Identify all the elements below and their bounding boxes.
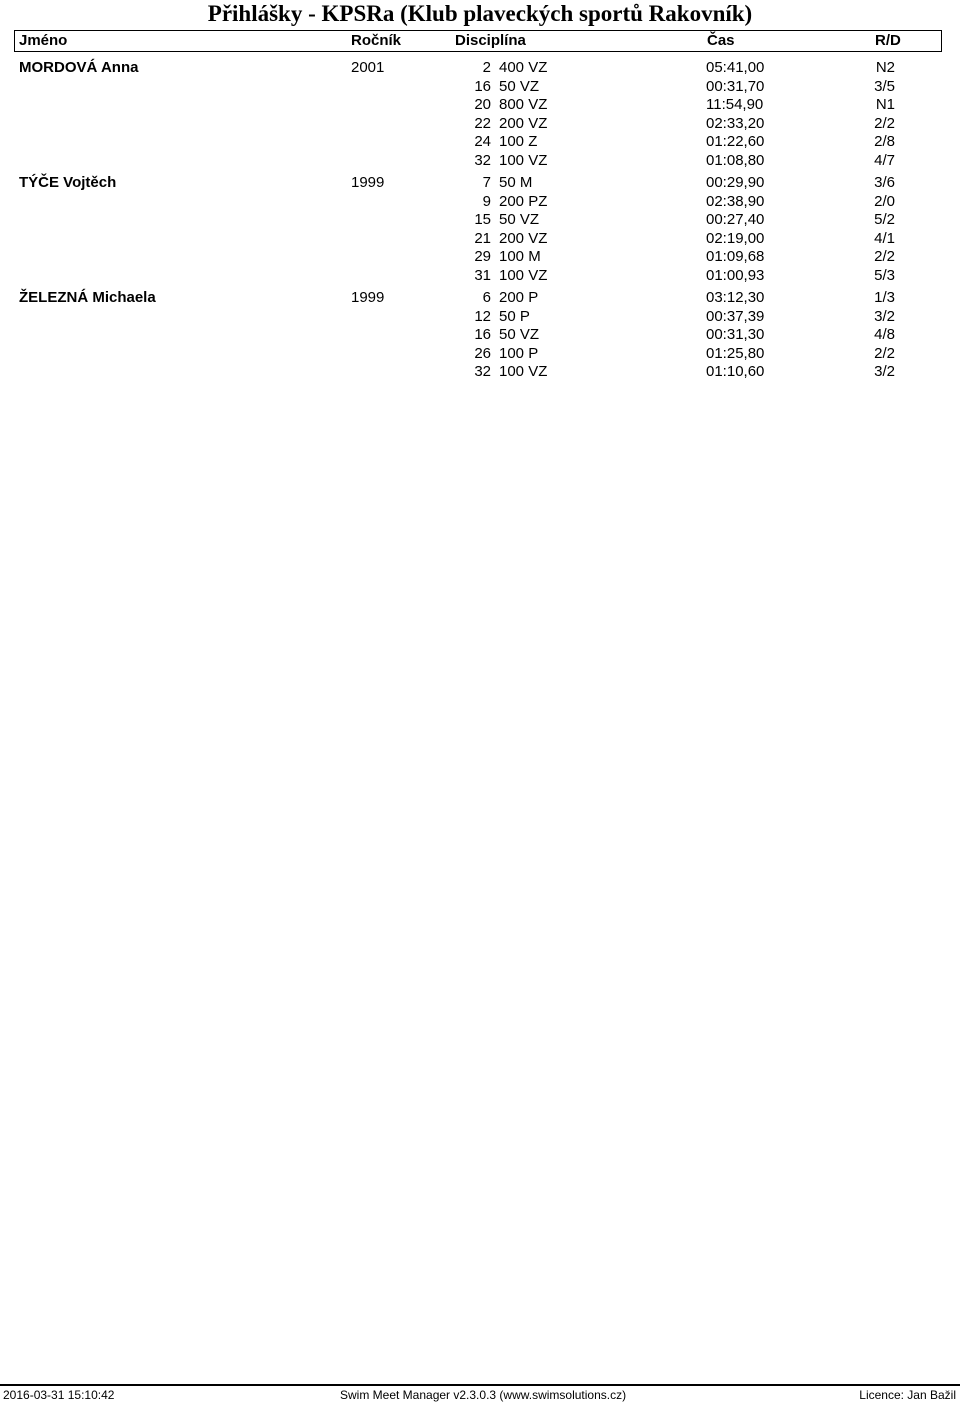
table-row [0, 230, 960, 249]
table-row [0, 59, 960, 78]
heat-lane: 4/7 [874, 151, 895, 169]
heat-lane: N1 [875, 96, 895, 114]
header-year: Ročník [351, 32, 402, 49]
table-row [0, 345, 960, 364]
event-discipline: 200 VZ [499, 229, 548, 247]
event-discipline: 50 VZ [499, 326, 540, 344]
entry-time: 00:37,39 [706, 307, 765, 325]
heat-lane: 5/2 [874, 211, 895, 229]
entry-time: 00:31,30 [706, 326, 765, 344]
event-number: 7 [482, 174, 491, 191]
entry-time: 01:10,60 [706, 363, 765, 381]
footer-timestamp: 2016-03-31 15:10:42 [3, 1388, 115, 1402]
entry-time: 11:54,90 [706, 96, 764, 114]
header-name: Jméno [19, 32, 68, 49]
event-number: 29 [474, 248, 491, 266]
event-number: 2 [482, 59, 491, 76]
table-header [14, 30, 942, 52]
event-number: 26 [474, 344, 491, 362]
heat-lane: 2/2 [874, 114, 895, 132]
event-number: 21 [474, 229, 491, 247]
event-discipline: 100 VZ [499, 266, 548, 284]
athlete-name: ŽELEZNÁ Michaela [19, 289, 156, 306]
heat-lane: 2/0 [874, 192, 895, 210]
table-row [0, 174, 960, 193]
athlete-block [0, 59, 960, 171]
header-time: Čas [707, 32, 735, 49]
event-number: 16 [474, 326, 491, 344]
event-number: 12 [474, 307, 491, 325]
heat-lane: 3/6 [874, 174, 895, 191]
event-discipline: 100 VZ [499, 363, 548, 381]
event-number: 22 [474, 114, 491, 132]
event-discipline: 200 P [499, 289, 539, 306]
entry-time: 01:22,60 [706, 133, 765, 151]
table-row [0, 152, 960, 171]
event-discipline: 50 P [499, 307, 530, 325]
athlete-year: 1999 [351, 174, 385, 191]
event-discipline: 100 M [499, 248, 541, 266]
event-discipline: 50 VZ [499, 211, 540, 229]
event-number: 15 [474, 211, 491, 229]
table-row [0, 78, 960, 97]
heat-lane: 4/8 [874, 326, 895, 344]
table-row [0, 326, 960, 345]
event-discipline: 100 P [499, 344, 539, 362]
table-row [0, 115, 960, 134]
entry-time: 05:41,00 [706, 59, 765, 76]
heat-lane: 3/2 [874, 363, 895, 381]
event-number: 32 [474, 151, 491, 169]
entry-time: 02:38,90 [706, 192, 765, 210]
heat-lane: 2/2 [874, 344, 895, 362]
athlete-block [0, 289, 960, 382]
heat-lane: 3/2 [874, 307, 895, 325]
table-row [0, 289, 960, 308]
athlete-name: TÝČE Vojtěch [19, 174, 117, 191]
table-row [0, 211, 960, 230]
entry-time: 01:08,80 [706, 151, 765, 169]
header-discipline: Disciplína [455, 32, 526, 49]
footer-software: Swim Meet Manager v2.3.0.3 (www.swimsolutions.cz) [340, 1388, 627, 1402]
event-discipline: 200 PZ [499, 192, 548, 210]
event-discipline: 200 VZ [499, 114, 548, 132]
entry-time: 00:31,70 [706, 77, 765, 95]
table-row [0, 248, 960, 267]
event-discipline: 50 VZ [499, 77, 540, 95]
entry-time: 01:00,93 [706, 266, 765, 284]
event-discipline: 400 VZ [499, 59, 548, 76]
entry-time: 01:25,80 [706, 344, 765, 362]
event-number: 6 [482, 289, 491, 306]
entry-time: 00:27,40 [706, 211, 765, 229]
entry-time: 02:19,00 [706, 229, 765, 247]
footer-divider [0, 1384, 960, 1386]
heat-lane: 4/1 [874, 229, 895, 247]
athlete-name: MORDOVÁ Anna [19, 59, 139, 76]
event-number: 32 [474, 363, 491, 381]
heat-lane: 2/2 [874, 248, 895, 266]
heat-lane: 5/3 [874, 266, 895, 284]
heat-lane: N2 [875, 59, 895, 76]
entry-time: 02:33,20 [706, 114, 765, 132]
event-number: 20 [474, 96, 491, 114]
event-discipline: 100 VZ [499, 151, 548, 169]
table-row [0, 133, 960, 152]
event-number: 16 [474, 77, 491, 95]
table-row [0, 267, 960, 286]
page-title: Přihlášky - KPSRa (Klub plaveckých sportů Rakovník) [207, 1, 753, 26]
table-row [0, 308, 960, 327]
table-row [0, 96, 960, 115]
table-row [0, 363, 960, 382]
event-discipline: 800 VZ [499, 96, 548, 114]
event-number: 24 [474, 133, 491, 151]
event-number: 9 [482, 192, 491, 210]
heat-lane: 2/8 [874, 133, 895, 151]
event-discipline: 100 Z [499, 133, 538, 151]
heat-lane: 1/3 [874, 289, 895, 306]
event-number: 31 [474, 266, 491, 284]
table-row [0, 193, 960, 212]
event-discipline: 50 M [499, 174, 533, 191]
entry-time: 01:09,68 [706, 248, 765, 266]
athlete-year: 2001 [351, 59, 385, 76]
header-rd: R/D [875, 32, 901, 49]
entry-time: 03:12,30 [706, 289, 765, 306]
athlete-year: 1999 [351, 289, 385, 306]
heat-lane: 3/5 [874, 77, 895, 95]
athlete-block [0, 174, 960, 286]
entry-time: 00:29,90 [706, 174, 765, 191]
footer-licence: Licence: Jan Bažil [859, 1388, 956, 1402]
